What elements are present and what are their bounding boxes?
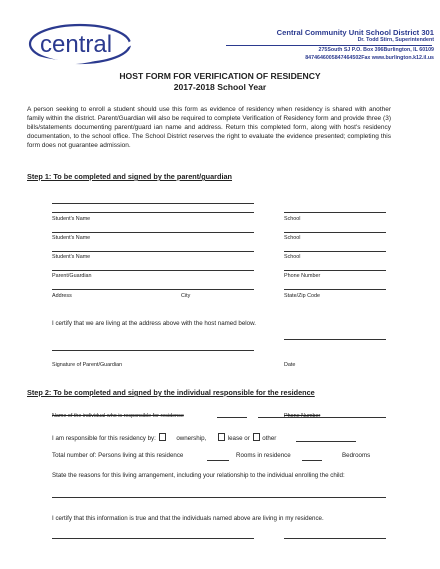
lease-checkbox[interactable] xyxy=(218,433,225,441)
parent-signature-label: Signature of Parent/Guardian xyxy=(52,362,123,368)
address-label: Address xyxy=(52,293,72,299)
responsible-by-row xyxy=(52,433,276,442)
school1-line[interactable] xyxy=(284,212,386,213)
district-address: 275South SJ P.O. Box 396Burlington, IL 60109 xyxy=(318,47,434,53)
other-label: other xyxy=(262,435,277,442)
step1-date-label: Date xyxy=(284,362,296,368)
student3-name-label: Student's Name xyxy=(52,254,91,260)
logo-swoosh-icon xyxy=(28,20,140,70)
top-blank-line[interactable] xyxy=(52,203,254,204)
reasons-text: State the reasons for this living arrangement, including your relationship to the individual enrolling the child: xyxy=(52,472,345,479)
student1-name-line[interactable] xyxy=(52,212,254,213)
school3-label: School xyxy=(284,254,301,260)
bedrooms-text: Bedrooms xyxy=(342,452,371,459)
ownership-label: ownership, xyxy=(176,435,207,442)
responsible-name-label[interactable]: Name of the individual who is responsible for residence xyxy=(52,413,184,419)
responsible-name-line[interactable] xyxy=(217,417,247,418)
or-label: or xyxy=(244,435,250,442)
state-zip-label: State/Zip Code xyxy=(284,293,320,299)
city-label: City xyxy=(181,293,191,299)
student2-name-label: Student's Name xyxy=(52,235,91,241)
ownership-checkbox[interactable] xyxy=(159,433,166,441)
school2-label: School xyxy=(284,235,301,241)
responsible-signature-line[interactable] xyxy=(52,538,254,539)
district-logo xyxy=(28,20,140,70)
address-line[interactable] xyxy=(52,289,254,290)
other-line[interactable] xyxy=(296,441,356,442)
student2-name-line[interactable] xyxy=(52,232,254,233)
form-title: HOST FORM FOR VERIFICATION OF RESIDENCY xyxy=(119,71,321,81)
district-phone: 8474646005847464502Fax www.burlington.k12.il.us xyxy=(305,55,434,61)
intro-paragraph: A person seeking to enroll a student should use this form as evidence of residency when residency is shared with another family within the district. Parent/Guardian will also be required to complete Verification of Residency form and provide three (3) bills/statements documenting parent/guard ian name and address. Return this completed form, along with host's residency documentation, to the school office. The School District reserves the right to evaluate the evidence presented; completing this form does not guarantee admission. xyxy=(27,106,391,149)
school1-label: School xyxy=(284,216,301,222)
responsible-by-text: I am responsible for this residency by: xyxy=(52,435,156,442)
student3-name-line[interactable] xyxy=(52,251,254,252)
step2-heading: Step 2: To be completed and signed by the individual responsible for the residence xyxy=(27,388,315,397)
reasons-line[interactable] xyxy=(52,497,386,498)
step1-date-line[interactable] xyxy=(284,339,386,340)
school3-line[interactable] xyxy=(284,251,386,252)
parent-phone-label: Phone Number xyxy=(284,273,321,279)
district-name: Central Community Unit School District 301 xyxy=(276,28,434,37)
other-checkbox[interactable] xyxy=(253,433,260,441)
step1-heading: Step 1: To be completed and signed by the parent/guardian xyxy=(27,172,233,181)
step2-certify-text: I certify that this information is true and that the individuals named above are living in my residence. xyxy=(52,515,324,522)
school-year: 2017-2018 School Year xyxy=(173,82,267,92)
responsible-phone-line[interactable] xyxy=(258,417,386,418)
header-divider xyxy=(226,45,432,46)
parent-phone-line[interactable] xyxy=(284,270,386,271)
state-zip-line[interactable] xyxy=(284,289,386,290)
lease-label: lease xyxy=(227,435,243,442)
responsible-phone-label[interactable]: Phone Number xyxy=(284,413,321,419)
parent-name-line[interactable] xyxy=(52,270,254,271)
step2-date-line[interactable] xyxy=(284,538,386,539)
step1-certify-text: I certify that we are living at the address above with the host named below. xyxy=(52,320,256,327)
parent-signature-line[interactable] xyxy=(52,350,254,351)
rooms-text: Rooms in residence xyxy=(236,452,291,459)
persons-line[interactable] xyxy=(207,460,229,461)
school2-line[interactable] xyxy=(284,232,386,233)
student1-name-label: Student's Name xyxy=(52,216,91,222)
rooms-line[interactable] xyxy=(302,460,322,461)
superintendent: Dr. Todd Stirn, Superintendent xyxy=(357,37,434,43)
parent-label: Parent/Guardian xyxy=(52,273,92,279)
logo-text: central xyxy=(40,31,113,58)
persons-text: Total number of: Persons living at this residence xyxy=(52,452,184,459)
